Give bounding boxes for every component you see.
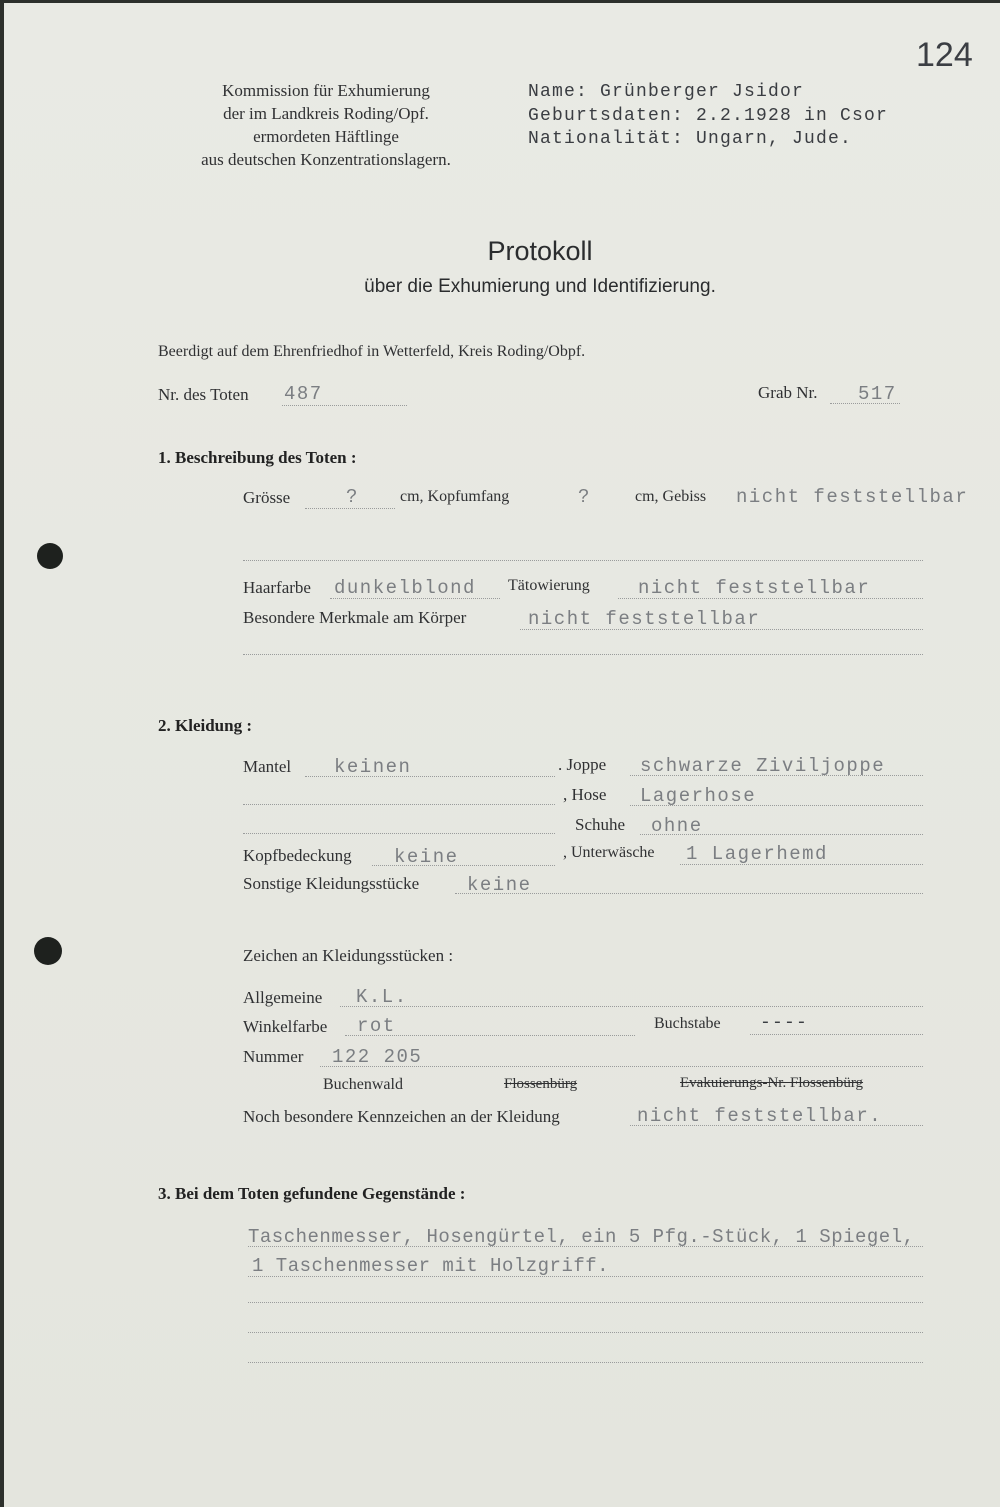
zeichen-label: Zeichen an Kleidungsstücken : xyxy=(243,946,454,965)
gebiss-label: cm, Gebiss xyxy=(635,488,707,505)
section-2-heading: 2. Kleidung : xyxy=(158,716,252,735)
page-number: 124 xyxy=(916,36,973,74)
tattoo-label: Tätowierung xyxy=(508,577,590,594)
page-subtitle: über die Exhumierung und Identifizierung. xyxy=(364,276,716,297)
unterwaesche-label: , Unterwäsche xyxy=(563,844,655,861)
noch-kennzeichen-value: nicht feststellbar. xyxy=(637,1105,883,1127)
commission-line-1: Kommission für Exhumierung xyxy=(222,81,430,100)
grave-number-label: Grab Nr. xyxy=(758,383,818,402)
mantel-value: keinen xyxy=(334,756,412,778)
kopfbedeckung-label: Kopfbedeckung xyxy=(243,846,352,865)
sonstige-label: Sonstige Kleidungsstücke xyxy=(243,874,420,893)
commission-line-4: aus deutschen Konzentrationslagern. xyxy=(201,150,451,169)
joppe-label: . Joppe xyxy=(558,755,607,774)
kopfumfang-label: cm, Kopfumfang xyxy=(400,488,510,505)
sonstige-value: keine xyxy=(467,874,532,896)
gegenstaende-line-1: Taschenmesser, Hosengürtel, ein 5 Pfg.-Stück, 1 Spiegel, xyxy=(248,1226,915,1248)
allgemeine-value: K.L. xyxy=(356,986,408,1008)
camp-buchenwald: Buchenwald xyxy=(323,1076,403,1093)
nummer-label: Nummer xyxy=(243,1047,304,1066)
buchstabe-label: Buchstabe xyxy=(654,1015,721,1032)
person-birth: Geburtsdaten: 2.2.1928 in Csor xyxy=(528,106,889,126)
allgemeine-label: Allgemeine xyxy=(243,988,323,1007)
commission-header xyxy=(168,79,484,171)
page-title: Protokoll xyxy=(487,236,593,266)
tattoo-value: nicht feststellbar xyxy=(638,577,871,599)
groesse-value: ? xyxy=(346,486,359,508)
kopfumfang-value: ? xyxy=(578,486,591,508)
commission-line-3: ermordeten Häftlinge xyxy=(253,127,399,146)
noch-kennzeichen-label: Noch besondere Kennzeichen an der Kleidung xyxy=(243,1107,560,1126)
joppe-value: schwarze Ziviljoppe xyxy=(640,755,886,777)
section-3-heading: 3. Bei dem Toten gefundene Gegenstände : xyxy=(158,1184,466,1203)
dead-number-value: 487 xyxy=(284,383,323,405)
merkmale-label: Besondere Merkmale am Körper xyxy=(243,608,467,627)
merkmale-value: nicht feststellbar xyxy=(528,608,761,630)
commission-line-2: der im Landkreis Roding/Opf. xyxy=(223,104,429,123)
section-1-heading: 1. Beschreibung des Toten : xyxy=(158,448,357,467)
schuhe-label: Schuhe xyxy=(575,815,626,834)
gegenstaende-line-2: 1 Taschenmesser mit Holzgriff. xyxy=(252,1255,610,1277)
burial-text: Beerdigt auf dem Ehrenfriedhof in Wetterfeld, Kreis Roding/Obpf. xyxy=(158,343,586,360)
grave-number-value: 517 xyxy=(858,383,897,405)
hose-value: Lagerhose xyxy=(640,785,757,807)
unterwaesche-value: 1 Lagerhemd xyxy=(686,843,828,865)
gebiss-value: nicht feststellbar xyxy=(736,486,969,508)
nummer-value: 122 205 xyxy=(332,1046,423,1068)
buchstabe-value: ---- xyxy=(760,1013,809,1033)
groesse-label: Grösse xyxy=(243,488,291,507)
person-name: Name: Grünberger Jsidor xyxy=(528,82,805,102)
mantel-label: Mantel xyxy=(243,757,292,776)
dead-number-label: Nr. des Toten xyxy=(158,385,249,404)
winkelfarbe-label: Winkelfarbe xyxy=(243,1017,328,1036)
winkelfarbe-value: rot xyxy=(357,1015,396,1037)
camp-flossenbuerg: Flossenbürg xyxy=(504,1076,578,1092)
kopfbedeckung-value: keine xyxy=(394,846,459,868)
schuhe-value: ohne xyxy=(651,815,703,837)
hose-label: , Hose xyxy=(563,785,607,804)
haarfarbe-label: Haarfarbe xyxy=(243,578,311,597)
person-nationality: Nationalität: Ungarn, Jude. xyxy=(528,129,853,149)
punch-hole-top xyxy=(37,543,63,569)
haarfarbe-value: dunkelblond xyxy=(334,577,476,599)
punch-hole-bottom xyxy=(34,937,62,965)
evakuierung-flossenbuerg: Evakuierungs-Nr. Flossenbürg xyxy=(680,1075,864,1091)
